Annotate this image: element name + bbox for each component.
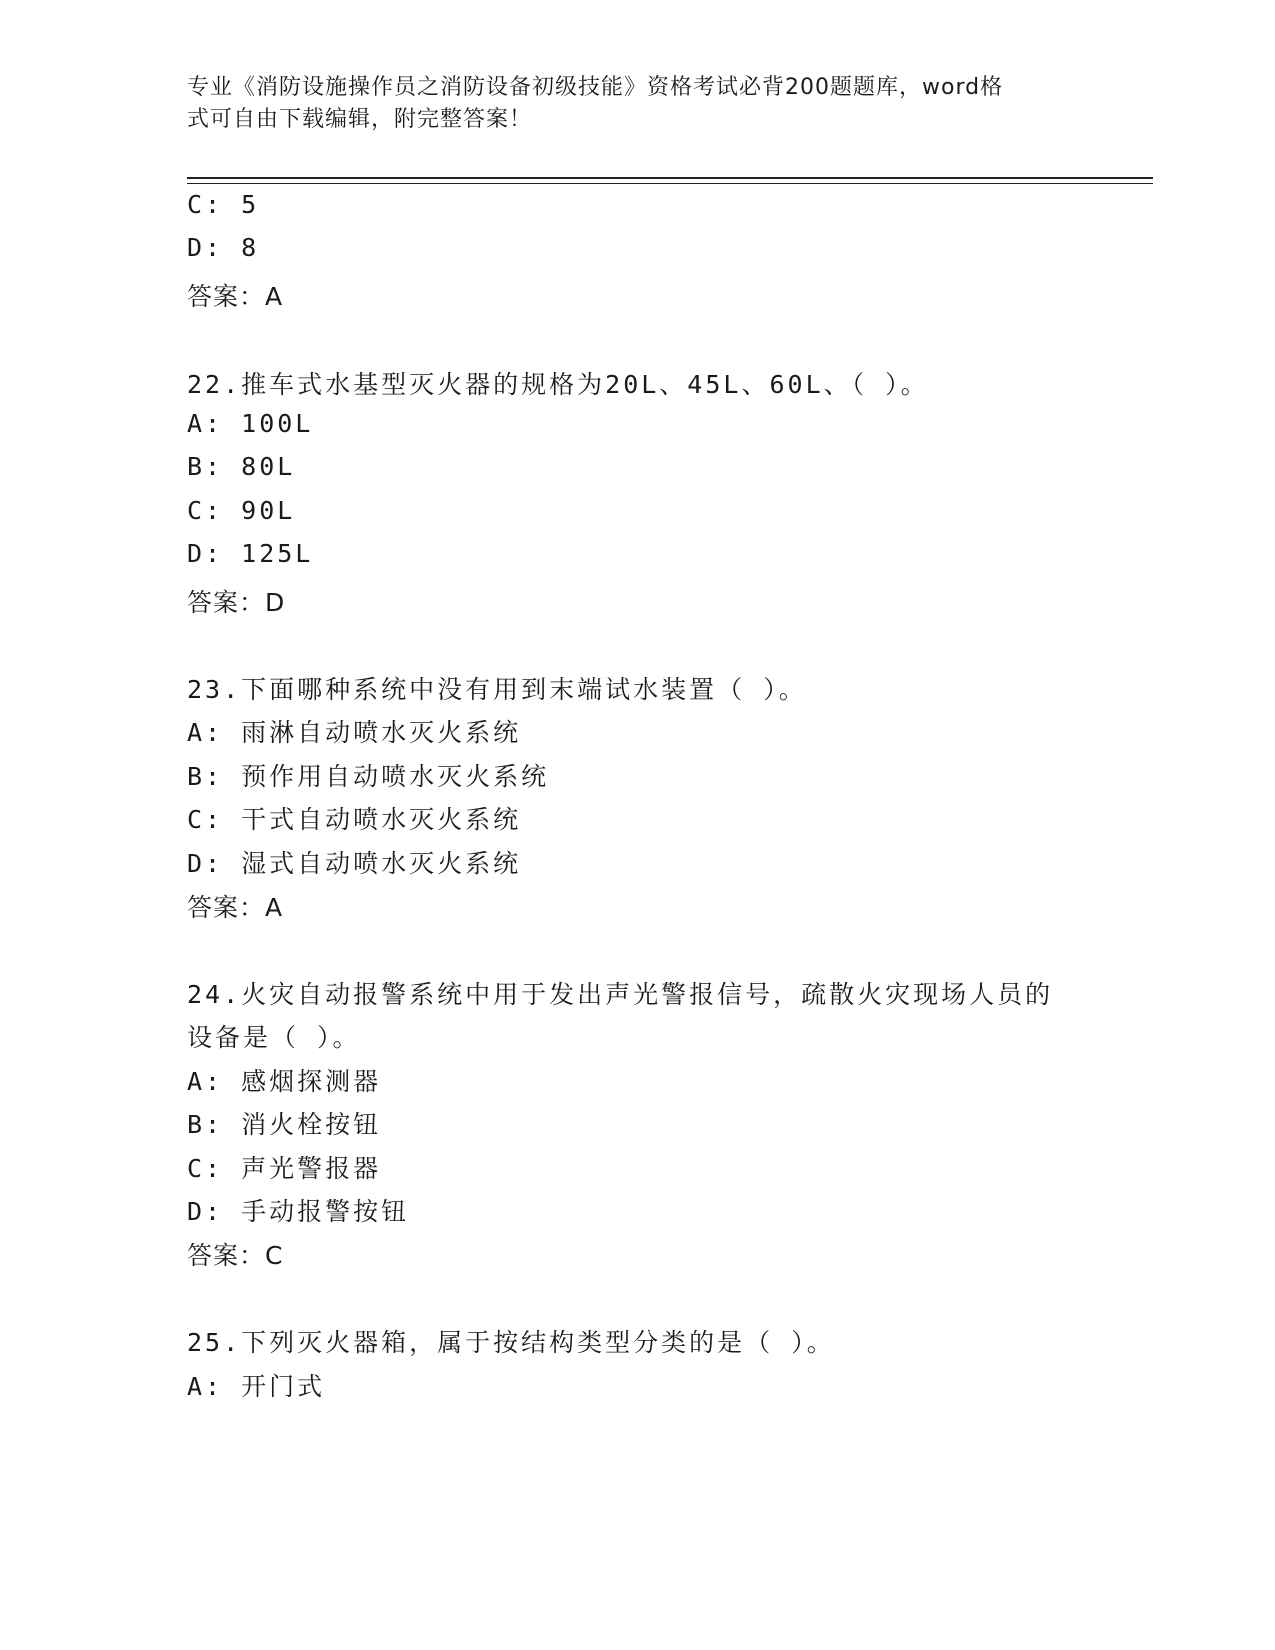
q22-option-a: A: 100L — [187, 409, 314, 438]
q24-option-d: D: 手动报警按钮 — [187, 1197, 410, 1226]
q23-option-c: C: 干式自动喷水灭火系统 — [187, 805, 522, 834]
q24-question-line-2: 设备是（ ）。 — [187, 1023, 361, 1052]
q24-option-c: C: 声光警报器 — [187, 1154, 382, 1183]
q24-answer: 答案：C — [187, 1241, 284, 1270]
q21-option-d: D: 8 — [187, 233, 260, 262]
q22-option-b: B: 80L — [187, 452, 296, 481]
q22-option-d: D: 125L — [187, 539, 314, 568]
q23-option-a: A: 雨淋自动喷水灭火系统 — [187, 718, 522, 747]
q21-option-c: C: 5 — [187, 190, 260, 219]
document-header — [187, 72, 1067, 136]
q24-option-a: A: 感烟探测器 — [187, 1067, 382, 1096]
q25-question: 25.下列灭火器箱，属于按结构类型分类的是（ ）。 — [187, 1328, 835, 1357]
q24-option-b: B: 消火栓按钮 — [187, 1110, 382, 1139]
header-title-line-1: 专业《消防设施操作员之消防设备初级技能》资格考试必背200题题库，word格 — [187, 75, 1004, 100]
q22-option-c: C: 90L — [187, 496, 296, 525]
header-title-line-2: 式可自由下载编辑，附完整答案！ — [187, 107, 533, 132]
q23-option-d: D: 湿式自动喷水灭火系统 — [187, 849, 522, 878]
q25-option-a: A: 开门式 — [187, 1372, 326, 1401]
q22-answer: 答案：D — [187, 588, 286, 617]
q23-answer: 答案：A — [187, 893, 284, 922]
header-divider-thick — [187, 177, 1153, 179]
q23-question: 23.下面哪种系统中没有用到末端试水装置（ ）。 — [187, 675, 807, 704]
q24-question-line-1: 24.火灾自动报警系统中用于发出声光警报信号，疏散火灾现场人员的 — [187, 980, 1054, 1009]
q22-question: 22.推车式水基型灭火器的规格为20L、45L、60L、（ ）。 — [187, 370, 929, 399]
q21-answer: 答案：A — [187, 282, 284, 311]
q23-option-b: B: 预作用自动喷水灭火系统 — [187, 762, 550, 791]
header-divider-thin — [187, 183, 1153, 184]
